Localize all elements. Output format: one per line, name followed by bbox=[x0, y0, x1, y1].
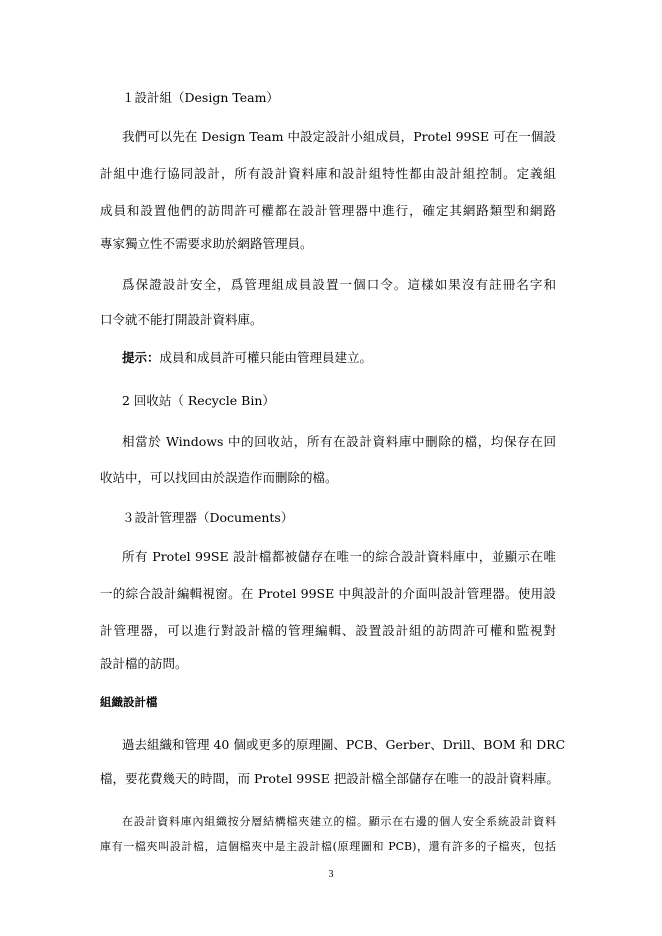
section4-small-line-2: 庫有一檔夾叫設計檔，這個檔夾中是主設計檔(原理圖和 PCB)，還有許多的子檔夾，包括 bbox=[100, 840, 556, 853]
tip-paragraph bbox=[122, 349, 522, 367]
section1-para2-line-2: 口令就不能打開設計資料庫。 bbox=[100, 312, 263, 327]
section1-line-3: 成員和設置他們的訪問許可權都在設計管理器中進行，確定其網路類型和網路 bbox=[100, 203, 556, 218]
section1-line-1: 我們可以先在 Design Team 中設定設計小組成員，Protel 99SE 可在一個設 bbox=[122, 129, 556, 144]
section2-line-1: 相當於 Windows 中的回收站，所有在設計資料庫中刪除的檔，均保存在回 bbox=[122, 434, 556, 449]
section3-heading: ３設計管理器（Documents） bbox=[122, 510, 294, 525]
section4-heading: 組織設計檔 bbox=[100, 695, 158, 709]
section1-heading: １設計組（Design Team） bbox=[122, 90, 279, 105]
section1-para2-line-1: 爲保證設計安全，爲管理組成員設置一個口令。這樣如果沒有註冊名字和 bbox=[122, 277, 556, 292]
section4-small-line-1: 在設計資料庫內組織按分層結構檔夾建立的檔。顯示在右邊的個人安全系統設計資料 bbox=[122, 815, 556, 828]
section3-line-2: 一的綜合設計編輯視窗。在 Protel 99SE 中與設計的介面叫設計管理器。使用設 bbox=[100, 586, 556, 601]
section3-line-3: 計管理器，可以進行對設計檔的管理編輯、設置設計組的訪問許可權和監視對 bbox=[100, 623, 556, 638]
section4-line-2: 檔，要花費幾天的時間，而 Protel 99SE 把設計檔全部儲存在唯一的設計資料庫。 bbox=[100, 771, 559, 786]
section2-heading: 2 回收站（ Recycle Bin） bbox=[122, 393, 275, 408]
tip-text: 成員和成員許可權只能由管理員建立。 bbox=[159, 350, 373, 365]
section4-line-1: 過去組織和管理 40 個或更多的原理圖、PCB、Gerber、Drill、BOM 和 DRC bbox=[122, 737, 566, 752]
section1-line-4: 專家獨立性不需要求助於網路管理員。 bbox=[100, 236, 313, 251]
page-number: 3 bbox=[328, 869, 334, 880]
section3-line-4: 設計檔的訪問。 bbox=[100, 656, 188, 671]
section1-line-2: 計組中進行協同設計，所有設計資料庫和設計組特性都由設計組控制。定義組 bbox=[100, 166, 556, 181]
tip-label: 提示： bbox=[122, 350, 160, 365]
section2-line-2: 收站中，可以找回由於誤造作而刪除的檔。 bbox=[100, 470, 338, 485]
section3-line-1: 所有 Protel 99SE 設計檔都被儲存在唯一的綜合設計資料庫中，並顯示在唯 bbox=[122, 549, 556, 564]
